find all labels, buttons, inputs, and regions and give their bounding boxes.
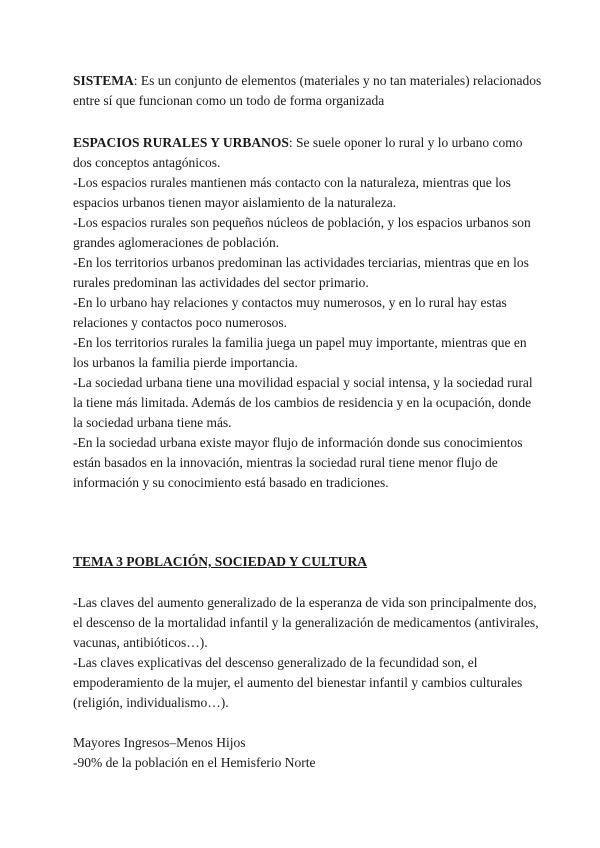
- espacios-term: ESPACIOS RURALES Y URBANOS: [73, 135, 289, 150]
- tema3-point: -Las claves explicativas del descenso generalizado de la fecundidad son, el empoderamiento de la mujer, el aumento del bienestar infantil y cambios culturales (religión, individualismo…).: [73, 655, 523, 710]
- espacios-point: -En lo urbano hay relaciones y contactos muy numerosos, y en lo rural hay estas relaciones y contactos poco numerosos.: [73, 295, 507, 330]
- tema3-point: -Las claves del aumento generalizado de la esperanza de vida son principalmente dos, el descenso de la mortalidad infantil y la generalización de medicamentos (antivirales, vacunas, antibióticos…).: [73, 595, 539, 650]
- sistema-term: SISTEMA: [73, 73, 134, 88]
- tema3-notes: [73, 733, 543, 773]
- espacios-intro: : Se suele oponer lo rural y lo urbano como dos conceptos antagónicos.: [73, 135, 523, 170]
- espacios-point: -Los espacios rurales mantienen más contacto con la naturaleza, mientras que los espacios urbanos tienen mayor aislamiento de la naturaleza.: [73, 175, 511, 210]
- tema3-line-ingresos: Mayores Ingresos–Menos Hijos: [73, 735, 246, 750]
- espacios-section: [73, 133, 543, 493]
- tema3-heading-block: [73, 552, 543, 572]
- espacios-point: -En los territorios urbanos predominan las actividades terciarias, mientras que en los rurales predominan las actividades del sector primario.: [73, 255, 529, 290]
- sistema-definition: : Es un conjunto de elementos (materiales y no tan materiales) relacionados entre sí que funcionan como un todo de forma organizada: [73, 73, 542, 108]
- tema3-heading: TEMA 3 POBLACIÓN, SOCIEDAD Y CULTURA: [73, 554, 368, 569]
- espacios-point: -La sociedad urbana tiene una movilidad espacial y social intensa, y la sociedad rural la tiene más limitada. Además de los cambios de residencia y en la ocupación, donde la sociedad urbana tiene más.: [73, 375, 533, 430]
- tema3-points: [73, 593, 543, 713]
- espacios-point: -Los espacios rurales son pequeños núcleos de población, y los espacios urbanos son grandes aglomeraciones de población.: [73, 215, 531, 250]
- espacios-point: -En la sociedad urbana existe mayor flujo de información donde sus conocimientos están basados en la innovación, mientras la sociedad rural tiene menor flujo de información y su conocimiento está basado en tradiciones.: [73, 435, 523, 490]
- tema3-line-hemisferio: -90% de la población en el Hemisferio Norte: [73, 755, 316, 770]
- sistema-paragraph: [73, 71, 543, 111]
- espacios-point: -En los territorios rurales la familia juega un papel muy importante, mientras que en los urbanos la familia pierde importancia.: [73, 335, 527, 370]
